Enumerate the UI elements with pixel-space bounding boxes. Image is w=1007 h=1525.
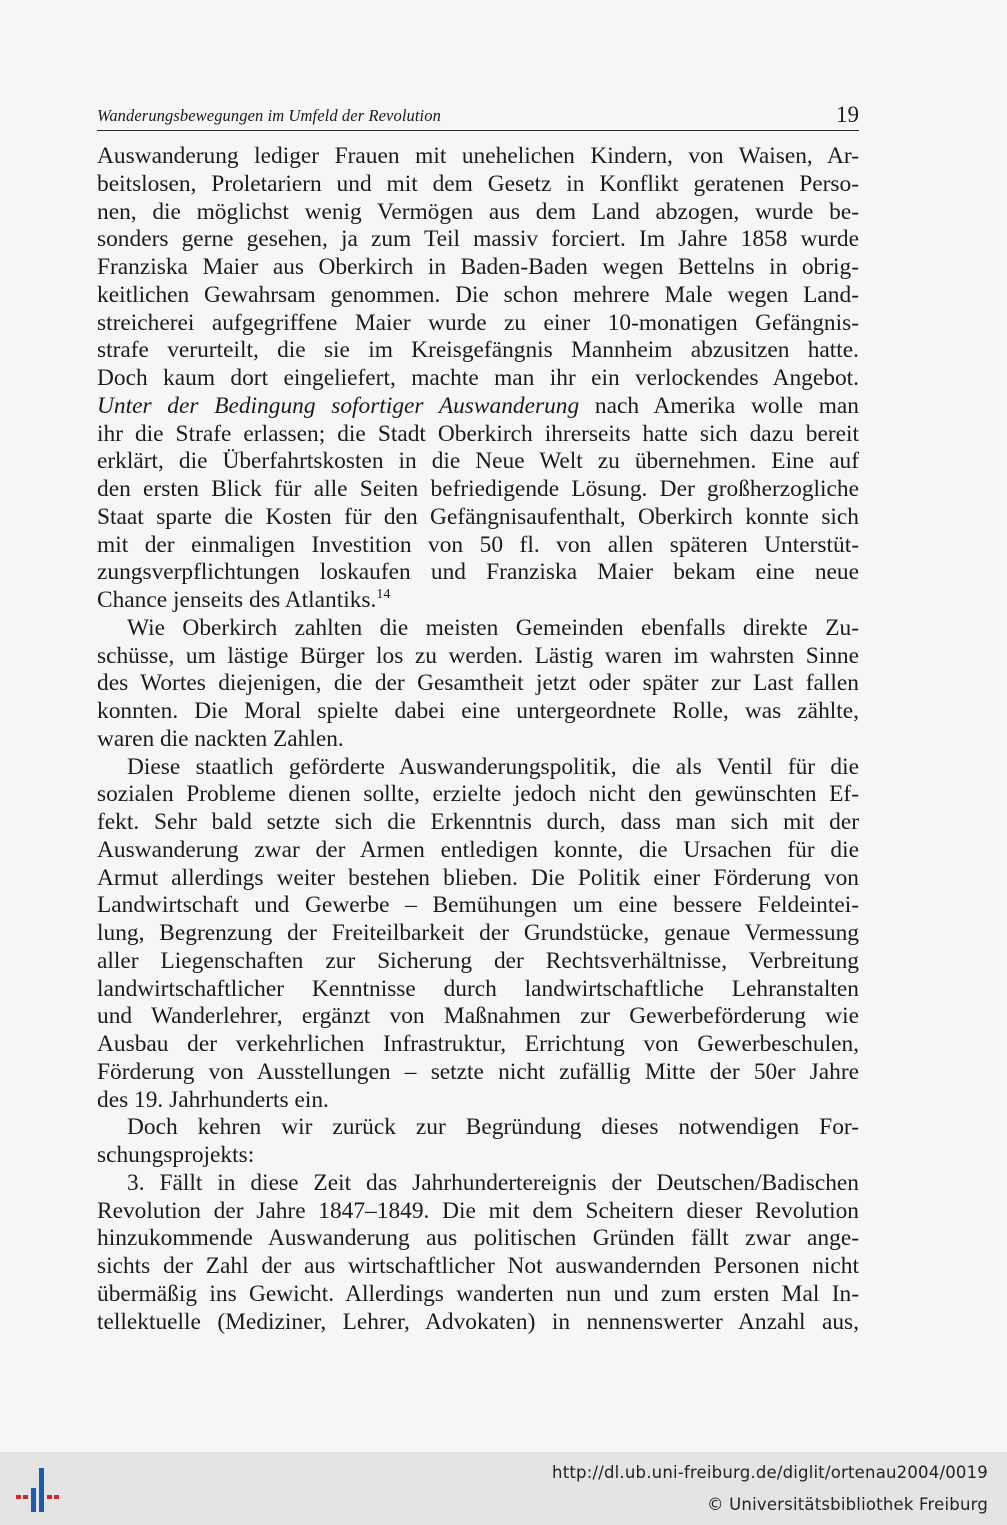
page-header: [97, 100, 859, 131]
text-line: schüsse, um lästige Bürger los zu werden. Lästig waren im wahrsten Sinne: [97, 642, 859, 669]
text-line: ihr die Strafe erlassen; die Stadt Oberkirch ihrerseits hatte sich dazu bereit: [97, 420, 859, 447]
text-line: zungsverpflichtungen loskaufen und Franziska Maier bekam eine neue: [97, 559, 859, 586]
text-line: schungsprojekts:: [97, 1142, 255, 1168]
text-line: mit der einmaligen Investition von 50 fl. von allen späteren Unterstüt-: [97, 531, 859, 558]
text-line: Revolution der Jahre 1847–1849. Die mit dem Scheitern dieser Revolution: [97, 1197, 859, 1224]
text-line: strafe verurteilt, die sie im Kreisgefängnis Mannheim abzusitzen hatte.: [97, 337, 859, 364]
text-line: den ersten Blick für alle Seiten befriedigende Lösung. Der großherzogliche: [97, 476, 859, 502]
source-url-link[interactable]: http://dl.ub.uni-freiburg.de/diglit/ortenau2004/0019: [552, 1463, 988, 1482]
text-line: Doch kehren wir zurück zur Begründung dieses notwendigen For-: [127, 1114, 859, 1141]
text-line: Ausbau der verkehrlichen Infrastruktur, Errichtung von Gewerbeschulen,: [97, 1031, 859, 1057]
copyright-notice: © Universitätsbibliothek Freiburg: [706, 1495, 988, 1514]
text-line: fekt. Sehr bald setzte sich die Erkenntnis durch, dass man sich mit der: [97, 809, 859, 835]
text-line: Franziska Maier aus Oberkirch in Baden-Baden wegen Bettelns in obrig-: [97, 254, 859, 280]
text-line: konnten. Die Moral spielte dabei eine untergeordnete Rolle, was zählte,: [97, 698, 859, 724]
text-line: streicherei aufgegriffene Maier wurde zu einer 10-monatigen Gefängnis-: [97, 309, 859, 336]
text-line: Unter der Bedingung sofortiger Auswanderung nach Amerika wolle man: [97, 392, 859, 419]
text-line: Doch kaum dort eingeliefert, machte man ihr ein verlockendes Angebot.: [97, 365, 859, 391]
body-text: [97, 143, 859, 1336]
text-line: waren die nackten Zahlen.: [97, 725, 344, 752]
text-line: Wie Oberkirch zahlten die meisten Gemeinden ebenfalls direkte Zu-: [127, 614, 859, 641]
text-line: Diese staatlich geförderte Auswanderungspolitik, die als Ventil für die: [127, 753, 859, 780]
text-line: Chance jenseits des Atlantiks.$^{14}$: [97, 587, 391, 613]
footnote-reference[interactable]: 14: [376, 587, 391, 602]
text-line: des Wortes diejenigen, die der Gesamtheit jetzt oder später zur Last fallen: [97, 670, 859, 697]
text-line: sonders gerne gesehen, ja zum Teil massiv forciert. Im Jahre 1858 wurde: [97, 226, 859, 253]
text-line: nen, die möglichst wenig Vermögen aus dem Land abzogen, wurde be-: [97, 198, 859, 225]
text-line: des 19. Jahrhunderts ein.: [97, 1086, 329, 1113]
text-line: erklärt, die Überfahrtskosten in die Neue Welt zu übernehmen. Eine auf: [97, 448, 859, 475]
page-number: 19: [836, 102, 859, 127]
ub-freiburg-logo-icon[interactable]: [14, 1468, 64, 1512]
text-line: Staat sparte die Kosten für den Gefängnisaufenthalt, Oberkirch konnte sich: [97, 503, 859, 530]
text-line: Armut allerdings weiter bestehen blieben. Die Politik einer Förderung von: [97, 864, 859, 891]
text-line: lung, Begrenzung der Freiteilbarkeit der Grundstücke, genaue Vermessung: [97, 920, 859, 946]
text-line: und Wanderlehrer, ergänzt von Maßnahmen zur Gewerbeförderung wie: [97, 1003, 859, 1030]
text-line: landwirtschaftlicher Kenntnisse durch landwirtschaftliche Lehranstalten: [97, 975, 859, 1002]
text-line: hinzukommende Auswanderung aus politischen Gründen fällt zwar ange-: [97, 1225, 859, 1252]
text-line: Förderung von Ausstellungen – setzte nicht zufällig Mitte der 50er Jahre: [97, 1058, 859, 1085]
text-line: beitslosen, Proletariern und mit dem Gesetz in Konflikt geratenen Perso-: [97, 170, 859, 197]
running-title: Wanderungsbewegungen im Umfeld der Revolution: [97, 106, 441, 125]
text-line: keitlichen Gewahrsam genommen. Die schon mehrere Male wegen Land-: [97, 281, 859, 308]
text-line: 3. Fällt in diese Zeit das Jahrhundertereignis der Deutschen/Badischen: [127, 1169, 859, 1196]
italic-phrase: Unter der Bedingung sofortiger Auswanderung: [97, 392, 580, 419]
text-line: tellektuelle (Mediziner, Lehrer, Advokaten) in nennenswerter Anzahl aus,: [97, 1308, 859, 1335]
text-line: Auswanderung lediger Frauen mit unehelichen Kindern, von Waisen, Ar-: [97, 143, 859, 169]
text-line: übermäßig ins Gewicht. Allerdings wanderten nun und zum ersten Mal In-: [97, 1280, 859, 1307]
text-line: Auswanderung zwar der Armen entledigen konnte, die Ursachen für die: [97, 836, 859, 863]
text-line: Landwirtschaft und Gewerbe – Bemühungen um eine bessere Feldeintei-: [97, 892, 859, 919]
footer-bar: [0, 1452, 1007, 1525]
text-line: sozialen Probleme dienen sollte, erzielte jedoch nicht den gewünschten Ef-: [97, 781, 859, 808]
text-line: aller Liegenschaften zur Sicherung der Rechtsverhältnisse, Verbreitung: [97, 947, 859, 974]
text-line: sichts der Zahl der aus wirtschaftlicher Not auswandernden Personen nicht: [97, 1253, 859, 1279]
